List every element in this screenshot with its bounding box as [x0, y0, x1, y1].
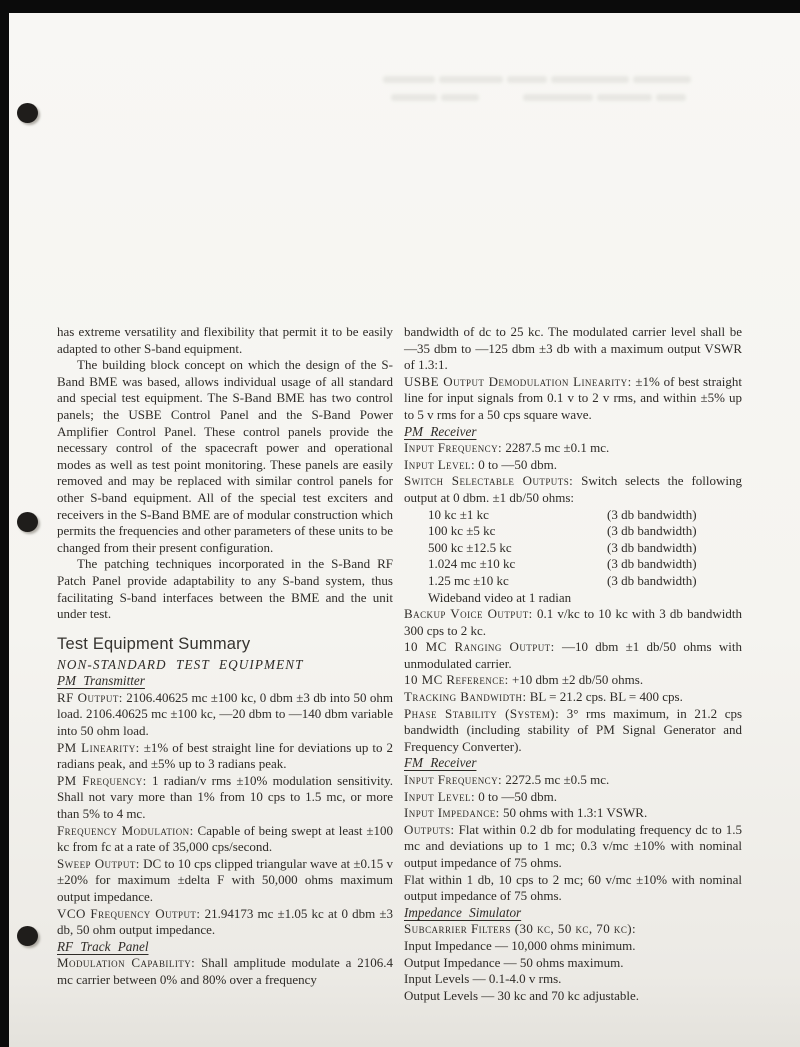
pm-receiver-heading: PM Receiver [404, 423, 477, 439]
output-value: 500 kc ±12.5 kc [428, 539, 512, 555]
spec-label: Modulation Capability: [57, 955, 196, 971]
switch-output-row [404, 540, 742, 557]
spec-text: 2287.5 mc ±0.1 mc. [505, 440, 610, 456]
spec-vco-frequency-output [57, 906, 393, 939]
pm-transmitter-heading: PM Transmitter [57, 673, 145, 689]
spec-10mc-ranging-output [404, 639, 742, 672]
switch-output-row [404, 523, 742, 540]
spec-text: ±1% of best straight line for deviations up to 2 radians peak, and ±5% up to 3 radians peak. [57, 739, 393, 772]
switch-output-row [404, 556, 742, 573]
spec-label: Input Impedance: [404, 805, 500, 821]
spec-fm-outputs-continued: Flat within 1 db, 10 cps to 2 mc; 60 v/mc ±10% with nominal output impedance of 75 ohms. [404, 871, 742, 904]
spec-label: RF Output: [57, 689, 123, 705]
spec-label: 10 MC Reference: [404, 672, 509, 688]
bandwidth-note: (3 db bandwidth) [607, 506, 697, 522]
rf-track-panel-heading: RF Track Panel [57, 938, 149, 954]
spec-label: Input Level: [404, 456, 476, 472]
spec-rf-output [57, 690, 393, 740]
subcarrier-line: Output Levels — 30 kc and 70 kc adjustable. [404, 987, 640, 1003]
spec-fm-input-frequency [404, 772, 742, 789]
spec-text: 1 radian/v rms ±10% modulation sensitivity. Shall not vary more than 1% from 10 cps to 1.5 mc, or more than 5% to 4 mc. [57, 772, 393, 822]
spec-backup-voice-output [404, 606, 742, 639]
spec-text: ±1% of best straight line for input signals from 0.1 v to 2 v rms, and within ±5% up to 5 v rms for a 50 cps square wave. [404, 373, 742, 422]
spec-label: VCO Frequency Output: [57, 905, 201, 921]
impedance-simulator-heading: Impedance Simulator [404, 904, 522, 920]
subcarrier-line: Input Levels — 0.1-4.0 v rms. [404, 971, 562, 987]
spec-text: +10 dbm ±2 db/50 ohms. [511, 672, 644, 688]
switch-output-row [404, 573, 742, 590]
left-column [57, 324, 393, 989]
punch-hole-top [17, 103, 38, 123]
spec-text: 2272.5 mc ±0.5 mc. [505, 772, 610, 788]
spec-label: Input Frequency: [404, 440, 503, 456]
wideband-video-note: Wideband video at 1 radian [428, 589, 572, 605]
spec-text: DC to 10 cps clipped triangular wave at ±0.15 v ±20% for maximum ±delta F with 50,000 ohms maximum output impedance. [57, 855, 393, 904]
faded-header-artifact [383, 76, 721, 126]
spec-text: 2106.40625 mc ±100 kc, 0 dbm ±3 db into 50 ohm load. 2106.40625 mc ±100 kc, —20 dbm to —140 dbm variable into 50 ohm load. [57, 689, 393, 739]
spec-text: —10 dbm ±1 db/50 ohms with unmodulated carrier. [404, 639, 742, 671]
output-value: 1.024 mc ±10 kc [428, 556, 516, 572]
intro-paragraph: The building block concept on which the design of the S-Band BME was based, allows individual usage of all standard and special test equipment. The S-Band BME has two control panels; the USBE Control Panel and the S-Band Power Amplifier Control Panel. These control panels provide the necessary control of the spacecraft power and operational modes as well as test point monitoring. These panels are easily removed and may be replaced with similar control panels for other S-band equipment. All of the special test exciters and receivers in the S-Band BME are of modular construction which permits the frequencies and other parameters of these units to be changed from their present configuration. [57, 357, 393, 555]
spec-text: Flat within 0.2 db for modulating frequency dc to 1.5 mc and deviations up to 1 mc; 0.3 v/mc ±10% with nominal output impedance of 75 ohms. [404, 821, 742, 870]
spec-input-frequency [404, 440, 742, 457]
spec-switch-selectable-outputs [404, 473, 742, 506]
spec-label: PM Frequency: [57, 772, 147, 788]
spec-label: Frequency Modulation: [57, 822, 194, 838]
spec-text: 50 ohms with 1.3:1 VSWR. [502, 805, 648, 821]
bandwidth-note: (3 db bandwidth) [607, 556, 697, 572]
spec-usbe-demodulation-linearity [404, 374, 742, 424]
spec-phase-stability [404, 706, 742, 756]
spec-label: Backup Voice Output: [404, 606, 533, 622]
spec-text: Capable of being swept at least ±100 kc from fc at a rate of 35,000 cps/second. [57, 822, 394, 855]
subcarrier-line: Output Impedance — 50 ohms maximum. [404, 954, 624, 970]
punch-hole-middle [17, 512, 38, 532]
spec-label: Subcarrier Filters (30 kc, 50 kc, 70 kc): [404, 921, 637, 937]
spec-frequency-modulation [57, 823, 393, 856]
bandwidth-note: (3 db bandwidth) [607, 572, 697, 588]
spec-label: Phase Stability (System): [404, 705, 560, 721]
spec-modulation-capability-continued: bandwidth of dc to 25 kc. The modulated carrier level shall be —35 dbm to —125 dbm ±3 db with a maximum output VSWR of 1.3:1. [404, 324, 742, 373]
spec-fm-input-impedance [404, 805, 742, 822]
output-value: 1.25 mc ±10 kc [428, 572, 509, 588]
switch-output-row [404, 507, 742, 524]
spec-sweep-output [57, 856, 393, 906]
spec-text: 21.94173 mc ±1.05 kc at 0 dbm ±3 db, 50 ohm output impedance. [57, 905, 393, 938]
spec-label: PM Linearity: [57, 739, 140, 755]
spec-label: USBE Output Demodulation Linearity: [404, 373, 632, 389]
scan-edge-left [0, 0, 9, 1047]
spec-label: Outputs: [404, 821, 455, 837]
spec-text: 0.1 v/kc to 10 kc with 3 db bandwidth 300 cps to 2 kc. [404, 606, 743, 638]
bandwidth-note: (3 db bandwidth) [607, 539, 697, 555]
intro-paragraph: has extreme versatility and flexibility that permit it to be easily adapted to other S-band equipment. [57, 324, 393, 356]
spec-label: Input Level: [404, 788, 476, 804]
spec-label: Input Frequency: [404, 772, 503, 788]
summary-heading: Test Equipment Summary [57, 634, 251, 653]
spec-text: 3° rms maximum, in 21.2 cps bandwidth (including stability of PM Signal Generator and Frequency Converter). [404, 705, 743, 754]
spec-input-level [404, 457, 742, 474]
spec-10mc-reference [404, 672, 742, 689]
spec-text: BL = 21.2 cps. BL = 400 cps. [529, 689, 683, 705]
fm-receiver-heading: FM Receiver [404, 755, 477, 771]
spec-label: 10 MC Ranging Output: [404, 639, 555, 655]
spec-label: Tracking Bandwidth: [404, 689, 527, 705]
subcarrier-line: Input Impedance — 10,000 ohms minimum. [404, 937, 636, 953]
spec-fm-input-level [404, 789, 742, 806]
nonstandard-equipment-heading: NON-STANDARD TEST EQUIPMENT [57, 656, 304, 672]
spec-label: Sweep Output: [57, 855, 140, 871]
spec-label: Switch Selectable Outputs: [404, 473, 574, 489]
spec-tracking-bandwidth [404, 689, 742, 706]
spec-fm-outputs [404, 822, 742, 872]
spec-text: Switch selects the following output at 0 dbm. ±1 db/50 ohms: [404, 473, 743, 505]
spec-text: 0 to —50 dbm. [478, 788, 558, 804]
scan-edge-top [0, 0, 800, 13]
spec-subcarrier-filters [404, 921, 742, 938]
spec-pm-frequency [57, 773, 393, 823]
punch-hole-bottom [17, 926, 38, 946]
output-value: 100 kc ±5 kc [428, 523, 496, 539]
spec-modulation-capability [57, 955, 393, 988]
spec-pm-linearity [57, 740, 393, 773]
bandwidth-note: (3 db bandwidth) [607, 523, 697, 539]
output-value: 10 kc ±1 kc [428, 506, 489, 522]
right-column [404, 324, 742, 1004]
spec-text: 0 to —50 dbm. [478, 456, 558, 472]
intro-paragraph: The patching techniques incorporated in the S-Band RF Patch Panel provide adaptability to any S-band system, thus facilitating S-band interfaces between the BME and the unit under test. [57, 556, 393, 622]
spec-text: Shall amplitude modulate a 2106.4 mc carrier between 0% and 80% over a frequency [57, 955, 394, 987]
